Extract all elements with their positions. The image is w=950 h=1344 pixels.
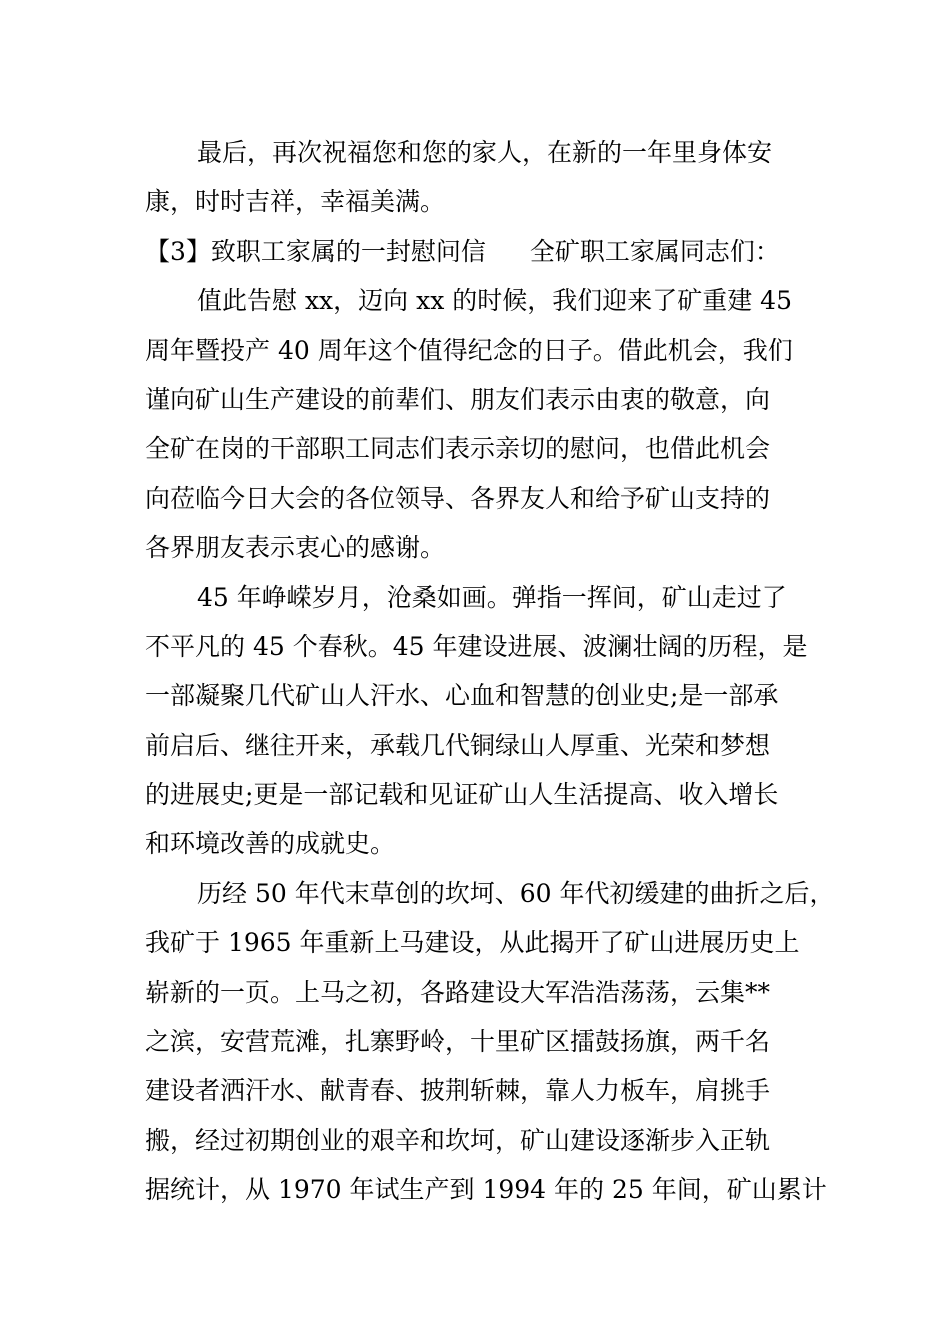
salutation: 全矿职工家属同志们： [529,236,780,266]
closing-paragraph [145,128,815,227]
paragraph-2 [145,573,815,869]
document-body [145,128,835,1215]
section-heading [145,227,815,276]
paragraph-line: 崭新的一页。上马之初，各路建设大军浩浩荡荡，云集** [145,977,771,1007]
paragraph-line: 历经 50 年代末草创的坎坷、60 年代初缓建的曲折之后， [197,878,835,908]
paragraph-line: 45 年峥嵘岁月，沧桑如画。弹指一挥间，矿山走过了 [197,582,787,612]
paragraph-line: 全矿在岗的干部职工同志们表示亲切的慰问，也借此机会 [145,434,771,464]
paragraph-line: 的进展史;更是一部记载和见证矿山人生活提高、收入增长 [145,780,779,810]
paragraph-line: 和环境改善的成就史。 [145,829,396,859]
paragraph-1 [145,276,815,572]
paragraph-line: 值此告慰 xx，迈向 xx 的时候，我们迎来了矿重建 45 [197,286,792,316]
paragraph-line: 谨向矿山生产建设的前辈们、朋友们表示由衷的敬意，向 [145,384,771,414]
paragraph-line: 之滨，安营荒滩，扎寨野岭，十里矿区擂鼓扬旗，两千名 [145,1027,771,1057]
paragraph-line: 康，时时吉祥，幸福美满。 [145,187,446,217]
paragraph-line: 我矿于 1965 年重新上马建设，从此揭开了矿山进展历史上 [145,928,800,958]
section-title: 【3】致职工家属的一封慰问信 [145,236,486,266]
paragraph-line: 向莅临今日大会的各位领导、各界友人和给予矿山支持的 [145,483,771,513]
paragraph-line: 建设者洒汗水、献青春、披荆斩棘，靠人力板车，肩挑手 [145,1076,771,1106]
paragraph-line: 搬，经过初期创业的艰辛和坎坷，矿山建设逐渐步入正轨 [145,1125,771,1155]
paragraph-line: 各界朋友表示衷心的感谢。 [145,533,446,563]
paragraph-line: 据统计，从 1970 年试生产到 1994 年的 25 年间，矿山累计 [145,1175,827,1205]
paragraph-line: 最后，再次祝福您和您的家人，在新的一年里身体安 [197,138,773,167]
paragraph-line: 一部凝聚几代矿山人汗水、心血和智慧的创业史;是一部承 [145,681,779,711]
paragraph-line: 周年暨投产 40 周年这个值得纪念的日子。借此机会，我们 [145,335,793,365]
paragraph-line: 前启后、继往开来，承载几代铜绿山人厚重、光荣和梦想 [145,730,771,760]
paragraph-3 [145,869,835,1215]
paragraph-line: 不平凡的 45 个春秋。45 年建设进展、波澜壮阔的历程，是 [145,631,808,661]
